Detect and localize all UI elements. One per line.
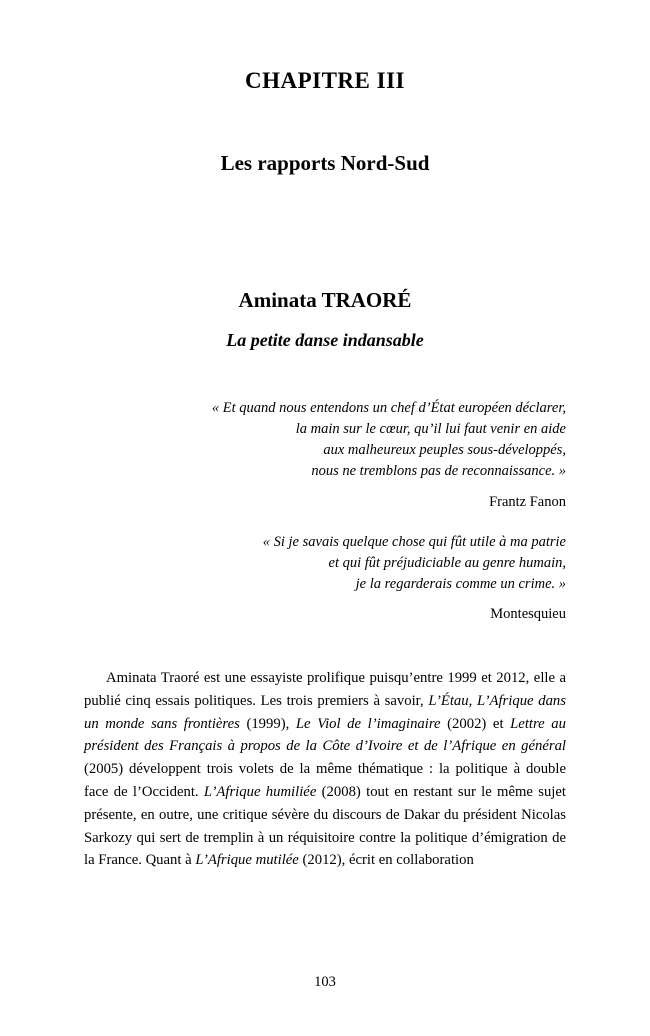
epigraph-text-2	[84, 532, 566, 595]
book-title-italic: Le Viol de l’imaginaire	[295, 715, 441, 732]
work-title-heading: La petite danse indansable	[226, 330, 424, 350]
body-text-run: (2008) tout en restant sur le même sujet présente, en outre, une critique sévère du discours de Dakar du président Nicolas Sarkozy qui sert de tremplin à un réquisitoire contre la politique d’émigration de la France. Quant à	[84, 784, 566, 869]
book-title-italic: L’Étau, L’Afrique dans un monde sans frontières	[84, 692, 566, 732]
book-title-italic: L’Afrique humiliée	[203, 784, 317, 800]
epigraph-block-2	[84, 532, 566, 623]
author-name-heading: Aminata TRAORÉ	[238, 288, 412, 312]
epigraph-line: je la regarderais comme un crime. »	[355, 575, 566, 592]
body-text-run: (1999),	[239, 715, 296, 732]
chapter-number-heading: CHAPITRE III	[244, 68, 405, 93]
epigraph-attribution-1: Frantz Fanon	[489, 493, 566, 510]
epigraph-line: aux malheureux peuples sous-développés,	[323, 442, 566, 459]
epigraph-block-1	[84, 398, 566, 511]
epigraph-line: la main sur le cœur, qu’il lui faut venir en aide	[295, 421, 566, 438]
body-text-run: (2012), écrit en collaboration	[298, 852, 474, 869]
book-title-italic: Lettre au président des Français à propos de la Côte d’Ivoire et de l’Afrique en général	[84, 715, 566, 755]
epigraph-line: nous ne tremblons pas de reconnaissance. »	[311, 463, 566, 480]
body-text-run: Aminata Traoré est une essayiste prolifique puisqu’entre 1999 et 2012, elle a publié cinq essais politiques. Les trois premiers à savoir,	[84, 670, 566, 709]
body-text-run: (2002) et	[440, 715, 511, 732]
book-title-italic: L’Afrique mutilée	[195, 852, 299, 869]
epigraph-text-1	[84, 398, 566, 483]
epigraph-line: « Et quand nous entendons un chef d’État européen déclarer,	[211, 400, 566, 416]
epigraph-line: et qui fût préjudiciable au genre humain,	[328, 554, 566, 571]
epigraph-line: « Si je savais quelque chose qui fût utile à ma patrie	[262, 533, 566, 550]
body-paragraph	[84, 667, 566, 872]
epigraph-attribution-2: Montesquieu	[490, 606, 566, 623]
chapter-title-heading: Les rapports Nord-Sud	[220, 151, 430, 175]
page-number: 103	[314, 974, 336, 990]
body-text-run: (2005) développent trois volets de la même thématique : la politique à double face de l’Occident.	[84, 761, 566, 800]
